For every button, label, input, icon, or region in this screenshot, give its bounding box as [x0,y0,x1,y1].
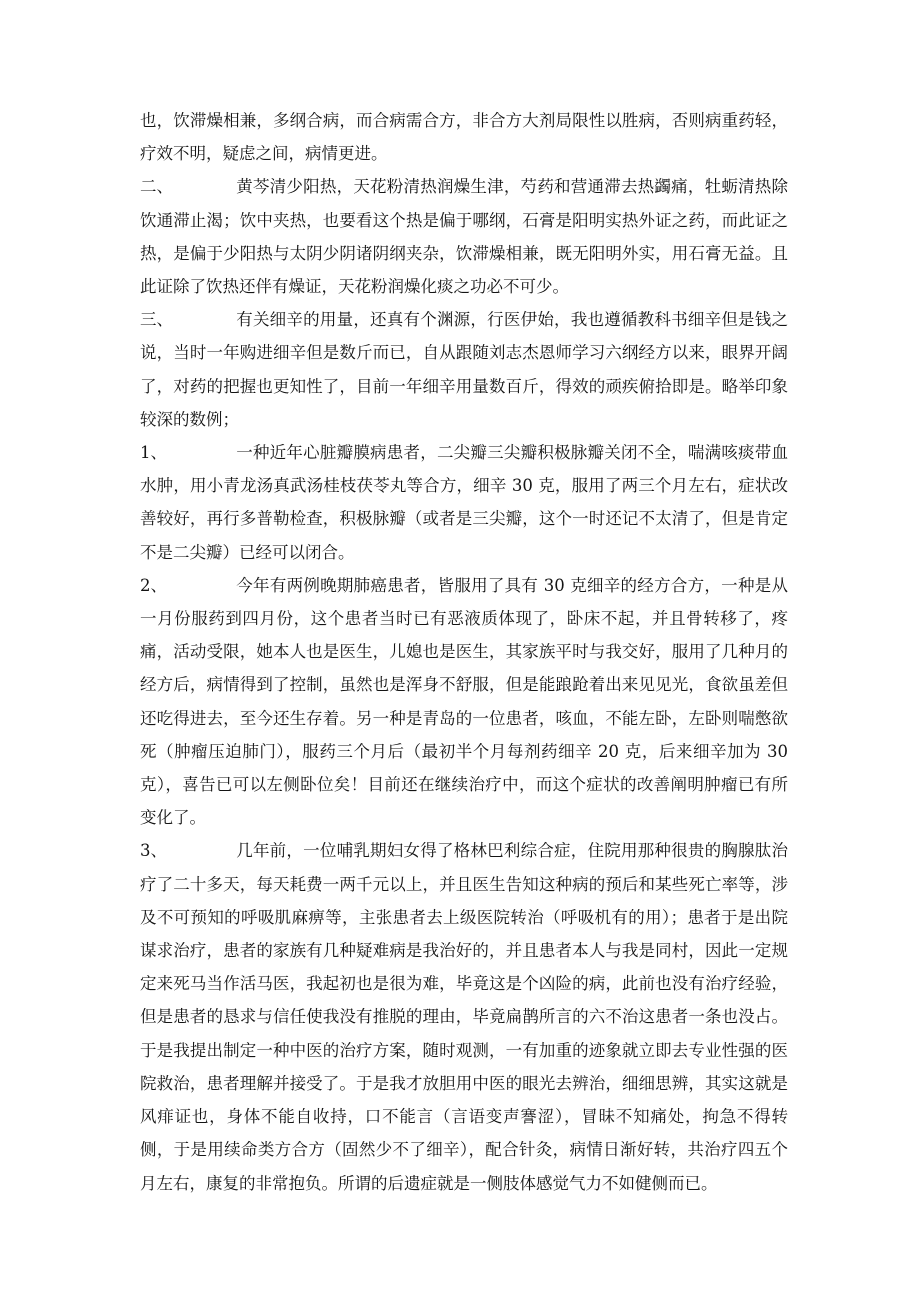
document-body [140,104,788,1200]
paragraph-case-1 [140,436,788,569]
paragraph-marker: 1、 [140,443,167,463]
paragraph-text: 也，饮滞燥相兼，多纲合病，而合病需合方，非合方大剂局限性以胜病，否则病重药轻，疗效不明，疑虑之间，病情更进。 [140,111,788,164]
paragraph-text: 黄芩清少阳热，天花粉清热润燥生津，芍药和营通滞去热蠲痛，牡蛎清热除饮通滞止渴；饮中夹热，也要看这个热是偏于哪纲，石膏是阳明实热外证之药，而此证之热，是偏于少阳热与太阴少阴诸阴纲夹杂，饮滞燥相兼，既无阳明外实，用石膏无益。且此证除了饮热还伴有燥证，天花粉润燥化痰之功必不可少。 [140,177,788,297]
paragraph-marker: 二、 [140,177,173,197]
paragraph-case-3 [140,834,788,1199]
paragraph-text: 一种近年心脏瓣膜病患者，二尖瓣三尖瓣积极脉瓣关闭不全，喘满咳痰带血水肿，用小青龙汤真武汤桂枝茯苓丸等合方，细辛 30 克，服用了两三个月左右，症状改善较好，再行多普勒检查，积极脉瓣（或者是三尖瓣，这个一时还记不太清了，但是肯定不是二尖瓣）已经可以闭合。 [140,443,788,562]
paragraph-continuation [140,104,788,170]
paragraph-marker: 三、 [140,310,173,330]
paragraph-marker: 3、 [140,841,167,861]
paragraph-item-3 [140,303,788,436]
paragraph-marker: 2、 [140,575,167,595]
paragraph-case-2 [140,569,788,835]
paragraph-item-2 [140,170,788,303]
paragraph-text: 有关细辛的用量，还真有个渊源，行医伊始，我也遵循教科书细辛但是钱之说，当时一年购进细辛但是数斤而已，自从跟随刘志杰恩师学习六纲经方以来，眼界开阔了，对药的把握也更知性了，目前一年细辛用量数百斤，得效的顽疾俯拾即是。略举印象较深的数例； [140,310,788,429]
paragraph-text: 今年有两例晚期肺癌患者，皆服用了具有 30 克细辛的经方合方，一种是从一月份服药到四月份，这个患者当时已有恶液质体现了，卧床不起，并且骨转移了，疼痛，活动受限，她本人也是医生，儿媳也是医生，其家族平时与我交好，服用了几种月的经方后，病情得到了控制，虽然也是浑身不舒服，但是能踉跄着出来见见光，食欲虽差但还吃得进去，至今还生存着。另一种是青岛的一位患者，咳血，不能左卧，左卧则喘憋欲死（肿瘤压迫肺门），服药三个月后（最初半个月每剂药细辛 20 克，后来细辛加为 30 克），喜告已可以左侧卧位矣！目前还在继续治疗中，而这个症状的改善阐明肿瘤已有所变化了。 [140,575,788,828]
paragraph-text: 几年前，一位哺乳期妇女得了格林巴利综合症，住院用那种很贵的胸腺肽治疗了二十多天，每天耗费一两千元以上，并且医生告知这种病的预后和某些死亡率等，涉及不可预知的呼吸肌麻痹等，主张患者去上级医院转治（呼吸机有的用）；患者于是出院谋求治疗，患者的家族有几种疑难病是我治好的，并且患者本人与我是同村，因此一定规定来死马当作活马医，我起初也是很为难，毕竟这是个凶险的病，此前也没有治疗经验，但是患者的恳求与信任使我没有推脱的理由，毕竟扁鹊所言的六不治这患者一条也没占。于是我提出制定一种中医的治疗方案，随时观测，一有加重的迹象就立即去专业性强的医院救治，患者理解并接受了。于是我才放胆用中医的眼光去辨治，细细思辨，其实这就是风痱证也，身体不能自收持，口不能言（言语变声謇涩），冒昧不知痛处，拘急不得转侧，于是用续命类方合方（固然少不了细辛），配合针灸，病情日渐好转，共治疗四五个月左右，康复的非常抱负。所谓的后遗症就是一侧肢体感觉气力不如健侧而已。 [140,841,788,1193]
